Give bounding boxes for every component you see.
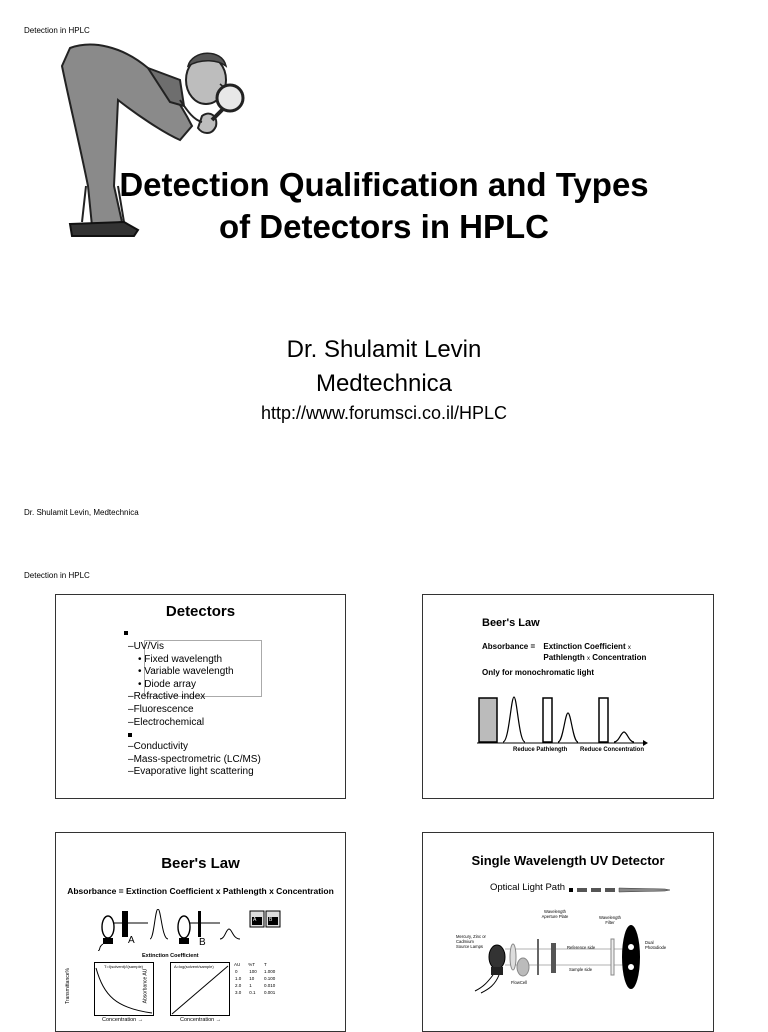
list-item: –Evaporative light scattering [128, 766, 254, 778]
list-item-refractive: Refractive index [133, 691, 206, 703]
page-header: Detection in HPLC [24, 26, 90, 35]
author-org: Medtechnica [315, 370, 453, 397]
cell-dilute [599, 698, 608, 742]
table-cell: 3.0 [235, 990, 242, 995]
eq-x: x [586, 656, 590, 662]
list-item-uv-vis: UV/Vis [133, 641, 164, 652]
flowcell-label: FlowCell [511, 980, 528, 985]
list-item-diode: Diode array [144, 678, 196, 690]
lamp-b-label: B [199, 937, 206, 948]
list-item-ms: Mass-spectrometric (LC/MS) [133, 753, 261, 765]
extinction-table [234, 961, 276, 996]
beers-equation-2: Absorbance = Extinction Coefficient x Pathlength x Concentration [67, 886, 334, 896]
list-item: –UV/Vis [128, 641, 164, 652]
page-footer: Dr. Shulamit Levin, Medtechnica [24, 508, 139, 517]
graph2-xlabel-text: Concentration [180, 1017, 215, 1023]
cuvette-b-label: B [269, 917, 273, 923]
slide-detectors [55, 594, 346, 799]
label-reduce-pathlength: Reduce Pathlength [513, 747, 568, 753]
table-cell: 1 [249, 983, 252, 988]
table-cell: 1.000 [264, 969, 276, 974]
reference-side-label: Reference side [567, 945, 596, 950]
filter-icon [611, 939, 614, 975]
beers-note: Only for monochromatic light [482, 668, 595, 677]
table-header: AU [234, 962, 241, 967]
uv-detector-schematic [453, 909, 668, 995]
dual-photodiode-label: Dual Photodiode [645, 940, 667, 950]
list-item-fluorescence: Fluorescence [133, 703, 194, 715]
list-item-conductivity: Conductivity [133, 741, 189, 753]
author-url[interactable]: http://www.forumsci.co.il/HPLC [260, 403, 508, 423]
lamp-a-icon [102, 916, 114, 938]
eq-extinction: Extinction Coefficient [543, 642, 626, 651]
photodiode-dot [628, 944, 634, 950]
table-cell: 0.1 [249, 990, 256, 995]
graph1-xlabel-text: Concentration [102, 1017, 137, 1023]
aperture-plate [537, 939, 539, 975]
dash [591, 888, 601, 892]
list-item: –Conductivity [128, 741, 189, 753]
list-item: –Mass-spectrometric (LC/MS) [128, 753, 261, 765]
list-item: • Fixed wavelength [138, 653, 223, 665]
graph1-xlabel: Concentration → [102, 1017, 144, 1023]
lamp-a-label: A [128, 935, 135, 946]
list-item: –Refractive index [128, 691, 206, 703]
absorbance-graph [170, 962, 230, 1016]
table-cell: 100 [249, 969, 257, 974]
peak-a [150, 909, 168, 939]
photodiode-icon [622, 925, 640, 989]
table-cell: 0.001 [264, 990, 276, 995]
table-cell: 0.010 [264, 983, 276, 988]
graph2-note: A=log(solvent/sample) [174, 964, 214, 969]
label-reduce-concentration: Reduce Concentration [580, 747, 645, 753]
slide-detectors-title: Detectors [165, 603, 236, 620]
main-title-line2: of Detectors in HPLC [218, 208, 550, 245]
cell-b-narrow [198, 911, 201, 937]
extinction-title: Extinction Coefficient [142, 953, 199, 959]
cell-long [479, 698, 497, 742]
slide-beers-title-2: Beer's Law [161, 855, 240, 872]
filter-label: Wavelength Filter [599, 915, 621, 925]
table-cell: 2.0 [235, 983, 242, 988]
slide-uv-detector [422, 832, 714, 1032]
table-cell: 10 [249, 976, 255, 981]
graph2-line [172, 966, 228, 1014]
table-cell: 0 [235, 969, 238, 974]
table-cell: 1.0 [235, 976, 242, 981]
page2-header: Detection in HPLC [24, 571, 90, 580]
aperture-label: Wavelength Aperture Plate [541, 909, 569, 919]
eq-pathlength: Pathlength [543, 653, 585, 662]
main-title [0, 164, 768, 248]
arrow-head-icon [643, 740, 648, 746]
dash [605, 888, 615, 892]
dash [569, 888, 573, 892]
light-path-arrow [569, 885, 671, 895]
flowcell-icon [517, 958, 529, 976]
list-item: –Electrochemical [128, 716, 205, 728]
lamp-wires [475, 975, 499, 993]
beers-diagram [477, 695, 649, 750]
list-item-fixed: Fixed wavelength [144, 653, 223, 665]
cell-a-wide [122, 911, 128, 937]
slide-beers-title: Beer's Law [482, 617, 540, 629]
beers-equation [482, 642, 646, 664]
table-row [234, 989, 276, 996]
lamp-a-wire [98, 944, 103, 951]
list-item-variable: Variable wavelength [144, 666, 234, 678]
slide-beers-law-1 [422, 594, 714, 799]
detector-list [128, 641, 261, 779]
cuvette-a-label: A [253, 917, 257, 923]
slide-uv-title: Single Wavelength UV Detector [471, 853, 665, 868]
peak-medium [558, 713, 578, 742]
graph1-note: T=I(solvent)/I(sample) [104, 964, 144, 969]
author-name: Dr. Shulamit Levin [286, 336, 482, 363]
eq-concentration: Concentration [592, 653, 647, 662]
slide-beers-law-2 [55, 832, 346, 1032]
lamp-base [491, 967, 503, 975]
peak-b [220, 929, 240, 939]
graph2-xlabel: Concentration → [180, 1017, 222, 1023]
lamp-b-base [179, 938, 189, 944]
sample-side-label: Sample side [569, 967, 593, 972]
table-row [234, 975, 276, 982]
graph1-ylabel: Transmittance% [64, 968, 71, 1004]
table-row [234, 982, 276, 989]
eq-x: x [627, 645, 631, 651]
lens-icon [510, 944, 516, 970]
bullet-square [124, 631, 128, 635]
main-title-line1: Detection Qualification and Types [119, 166, 649, 203]
peak-large [503, 697, 525, 742]
bullet-square [128, 733, 132, 737]
photodiode-dot [628, 964, 634, 970]
lamp-a-base [103, 938, 113, 944]
list-item: • Variable wavelength [138, 666, 234, 678]
lamp-icon [489, 945, 505, 969]
list-item: –Fluorescence [128, 703, 194, 715]
list-item: • Diode array [138, 678, 196, 690]
list-item-electrochemical: Electrochemical [133, 716, 205, 728]
arrow-head-icon [619, 888, 670, 892]
lamp-b-icon [178, 916, 190, 938]
optical-light-path-label: Optical Light Path [490, 882, 565, 893]
table-row [234, 968, 276, 975]
table-header: %T [248, 962, 256, 967]
eq-absorbance: Absorbance = [482, 642, 536, 651]
table-header: T [264, 962, 267, 967]
dash [577, 888, 587, 892]
list-item [128, 729, 261, 741]
list-item-els: Evaporative light scattering [133, 766, 254, 778]
filter-plate [551, 943, 556, 973]
table-row [234, 961, 276, 968]
peak-small [614, 732, 634, 742]
graph2-ylabel: Absorbance AU [142, 968, 149, 1004]
lamp-label: Mercury, Zinc or Cadmium Source Lamps [456, 934, 486, 949]
cell-short [543, 698, 552, 742]
table-cell: 0.100 [264, 976, 276, 981]
